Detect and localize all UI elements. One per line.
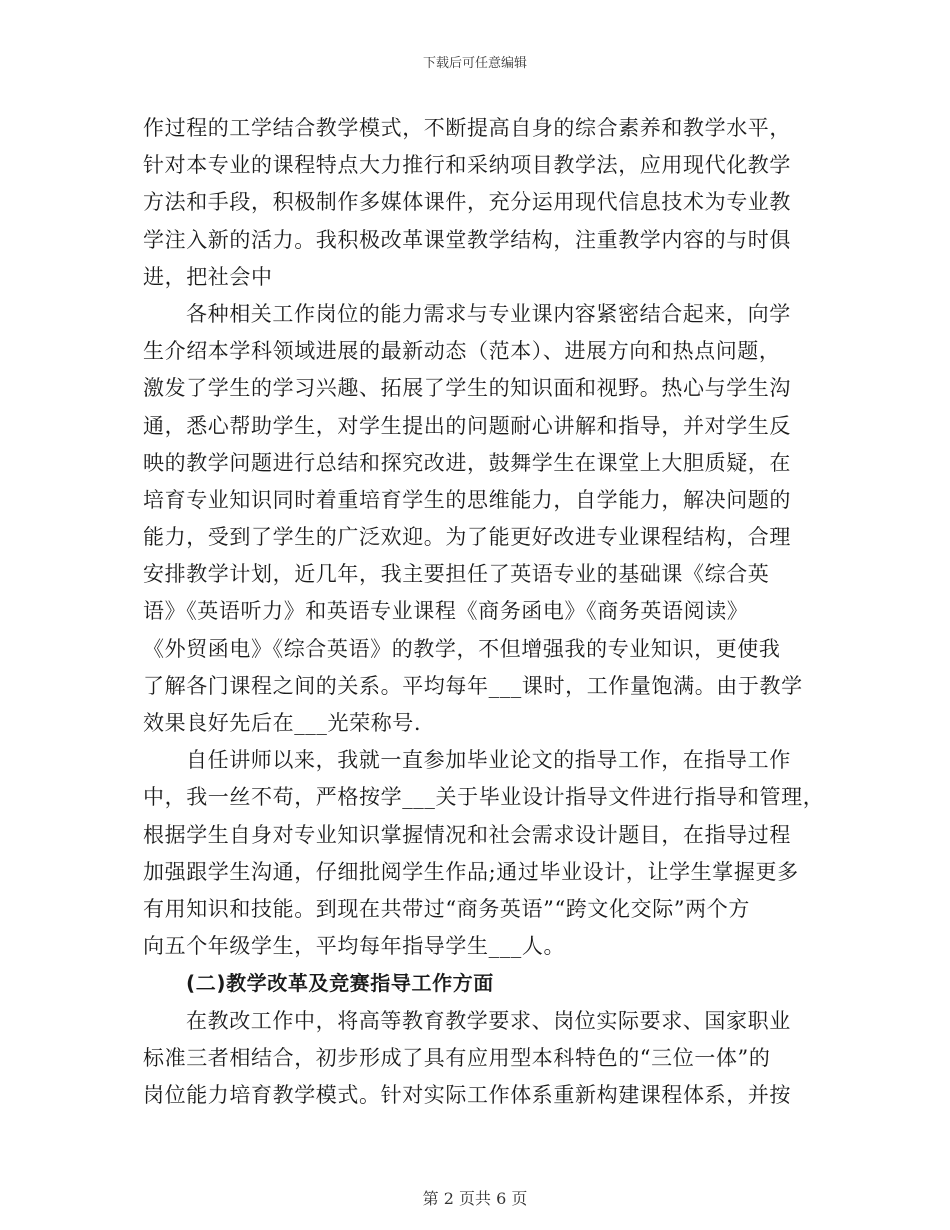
paragraph-line: 针对本专业的课程特点大力推行和采纳项目教学法，应用现代化教学 bbox=[143, 153, 791, 178]
paragraph-line: 安排教学计划，近几年，我主要担任了英语专业的基础课《综合英 bbox=[143, 562, 770, 587]
paragraph-line: 映的教学问题进行总结和探究改进，鼓舞学生在课堂上大胆质疑，在 bbox=[143, 450, 791, 475]
paragraph-line: 作过程的工学结合教学模式，不断提高自身的综合素养和教学水平， bbox=[143, 116, 791, 140]
paragraph-line: 根据学生自身对专业知识掌握情况和社会需求设计题目，在指导过程 bbox=[143, 822, 791, 847]
section-heading: (二)教学改革及竞赛指导工作方面 bbox=[186, 971, 494, 996]
paragraph-line: 《外贸函电》《综合英语》的教学，不但增强我的专业知识，更使我 bbox=[143, 636, 781, 661]
paragraph-line: 岗位能力培育教学模式。针对实际工作体系重新构建课程体系，并按 bbox=[143, 1082, 791, 1107]
paragraph-line: 语》《英语听力》和英语专业课程《商务函电》《商务英语阅读》 bbox=[143, 599, 749, 624]
paragraph-line: 方法和手段，积极制作多媒体课件，充分运用现代信息技术为专业教 bbox=[143, 190, 791, 215]
paragraph-line: 通，悉心帮助学生，对学生提出的问题耐心讲解和指导，并对学生反 bbox=[143, 413, 791, 438]
paragraph-line: 中，我一丝不苟，严格按学___关于毕业设计指导文件进行指导和管理， bbox=[143, 785, 825, 810]
paragraph-line: 标准三者相结合，初步形成了具有应用型本科特色的“三位一体”的 bbox=[143, 1045, 771, 1070]
paragraph-line: 效果良好先后在___光荣称号. bbox=[143, 711, 422, 735]
paragraph-line: 有用知识和技能。到现在共带过“商务英语”“跨文化交际”两个方 bbox=[143, 896, 750, 921]
page-header: 下载后可任意编辑 bbox=[422, 56, 527, 71]
paragraph-line: 在教改工作中，将高等教育教学要求、岗位实际要求、国家职业 bbox=[186, 1008, 791, 1033]
page-footer: 第 2 页共 6 页 bbox=[422, 1189, 528, 1208]
document-body bbox=[143, 110, 823, 1114]
paragraph-line: 自任讲师以来，我就一直参加毕业论文的指导工作，在指导工作 bbox=[186, 748, 791, 773]
paragraph-line: 激发了学生的学习兴趣、拓展了学生的知识面和视野。热心与学生沟 bbox=[143, 376, 791, 401]
paragraph-line: 学注入新的活力。我积极改革课堂教学结构，注重教学内容的与时俱 bbox=[143, 227, 791, 252]
paragraph-line: 加强跟学生沟通，仔细批阅学生作品;通过毕业设计，让学生掌握更多 bbox=[143, 859, 799, 884]
paragraph-line: 了解各门课程之间的关系。平均每年___课时，工作量饱满。由于教学 bbox=[143, 673, 803, 698]
paragraph-line: 生介绍本学科领域进展的最新动态（范本）、进展方向和热点问题， bbox=[143, 339, 781, 364]
paragraph-line: 向五个年级学生，平均每年指导学生___人。 bbox=[143, 934, 566, 959]
paragraph-line: 进，把社会中 bbox=[143, 264, 273, 289]
paragraph-line: 各种相关工作岗位的能力需求与专业课内容紧密结合起来，向学 bbox=[186, 301, 791, 326]
paragraph-line: 能力，受到了学生的广泛欢迎。为了能更好改进专业课程结构，合理 bbox=[143, 525, 791, 550]
paragraph-line: 培育专业知识同时着重培育学生的思维能力，自学能力，解决问题的 bbox=[143, 487, 791, 512]
